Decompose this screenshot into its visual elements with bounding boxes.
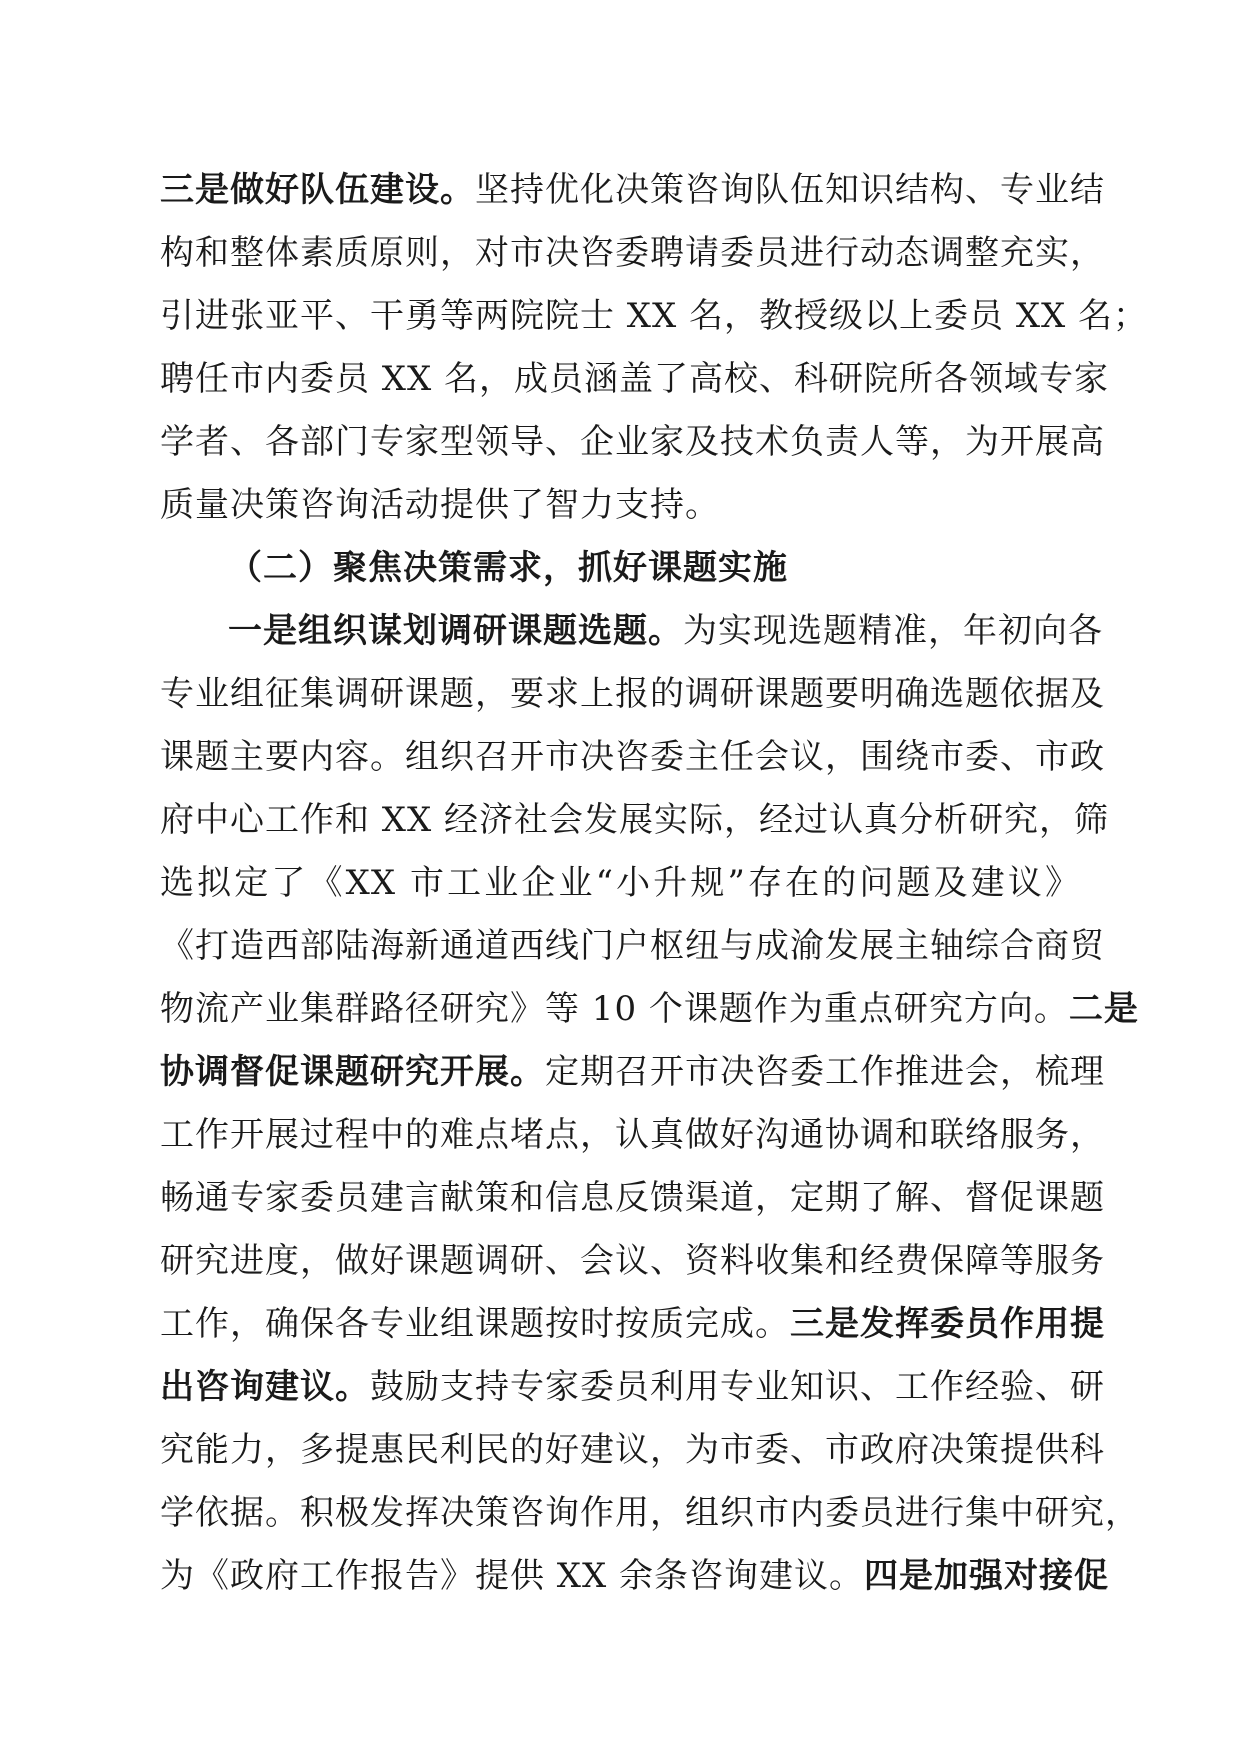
text-run: 引进张亚平、干勇等两院院士 XX 名，教授级以上委员 XX 名； xyxy=(160,296,1149,336)
text-run: 质量决策咨询活动提供了智力支持。 xyxy=(160,485,720,525)
text-line xyxy=(160,223,1105,283)
text-line xyxy=(160,412,1105,472)
text-line xyxy=(160,286,1149,346)
text-line xyxy=(160,349,1110,409)
text-line xyxy=(160,1168,1105,1228)
bold-lead: 四是加强对接促 xyxy=(864,1556,1110,1596)
text-run: 学者、各部门专家型领导、企业家及技术负责人等，为开展高 xyxy=(160,422,1105,462)
text-run: 构和整体素质原则，对市决咨委聘请委员进行动态调整充实， xyxy=(160,233,1105,273)
text-line xyxy=(160,1420,1105,1480)
text-line xyxy=(160,1483,1140,1543)
text-line xyxy=(228,601,1103,661)
heading-text: （二）聚焦决策需求，抓好课题实施 xyxy=(228,548,788,588)
text-line xyxy=(160,1105,1105,1165)
text-line xyxy=(160,1357,1105,1417)
text-run: 聘任市内委员 XX 名，成员涵盖了高校、科研院所各领域专家 xyxy=(160,359,1110,399)
text-line xyxy=(160,790,1110,850)
text-line xyxy=(160,475,1080,535)
text-run: 畅通专家委员建言献策和信息反馈渠道，定期了解、督促课题 xyxy=(160,1178,1105,1218)
text-line xyxy=(160,1546,1110,1606)
text-line xyxy=(160,1294,1105,1354)
section-heading xyxy=(228,538,1008,598)
bold-lead: 二是 xyxy=(1068,989,1139,1029)
text-run: 工作，确保各专业组课题按时按质完成。 xyxy=(160,1304,790,1344)
text-run: 研究进度，做好课题调研、会议、资料收集和经费保障等服务 xyxy=(160,1241,1105,1281)
bold-lead: 协调督促课题研究开展。 xyxy=(160,1052,545,1092)
text-run: 究能力，多提惠民利民的好建议，为市委、市政府决策提供科 xyxy=(160,1430,1105,1470)
text-run: 选拟定了《XX 市工业企业“小升规”存在的问题及建议》 xyxy=(160,863,1080,903)
text-run: 物流产业集群路径研究》等 10 个课题作为重点研究方向。 xyxy=(160,989,1069,1029)
text-line xyxy=(160,916,1105,976)
text-line xyxy=(160,979,1139,1039)
text-run: 为实现选题精准，年初向各 xyxy=(683,611,1103,651)
text-line xyxy=(160,1231,1105,1291)
text-run: 坚持优化决策咨询队伍知识结构、专业结 xyxy=(475,170,1105,210)
text-run: 《打造西部陆海新通道西线门户枢纽与成渝发展主轴综合商贸 xyxy=(160,926,1105,966)
text-run: 学依据。积极发挥决策咨询作用，组织市内委员进行集中研究， xyxy=(160,1493,1140,1533)
text-run: 府中心工作和 XX 经济社会发展实际，经过认真分析研究，筛 xyxy=(160,800,1110,840)
text-run: 专业组征集调研课题，要求上报的调研课题要明确选题依据及 xyxy=(160,674,1105,714)
text-line xyxy=(160,853,1080,913)
text-line xyxy=(160,727,1105,787)
text-line xyxy=(160,1042,1105,1102)
text-line xyxy=(160,160,1105,220)
text-run: 定期召开市决咨委工作推进会，梳理 xyxy=(545,1052,1105,1092)
bold-lead: 三是做好队伍建设。 xyxy=(160,170,475,210)
bold-lead: 一是组织谋划调研课题选题。 xyxy=(228,611,683,651)
text-line xyxy=(160,664,1105,724)
text-run: 鼓励支持专家委员利用专业知识、工作经验、研 xyxy=(370,1367,1105,1407)
text-run: 为《政府工作报告》提供 XX 余条咨询建议。 xyxy=(160,1556,865,1596)
bold-lead: 出咨询建议。 xyxy=(160,1367,370,1407)
text-run: 工作开展过程中的难点堵点，认真做好沟通协调和联络服务， xyxy=(160,1115,1105,1155)
text-run: 课题主要内容。组织召开市决咨委主任会议，围绕市委、市政 xyxy=(160,737,1105,777)
bold-lead: 三是发挥委员作用提 xyxy=(790,1304,1105,1344)
